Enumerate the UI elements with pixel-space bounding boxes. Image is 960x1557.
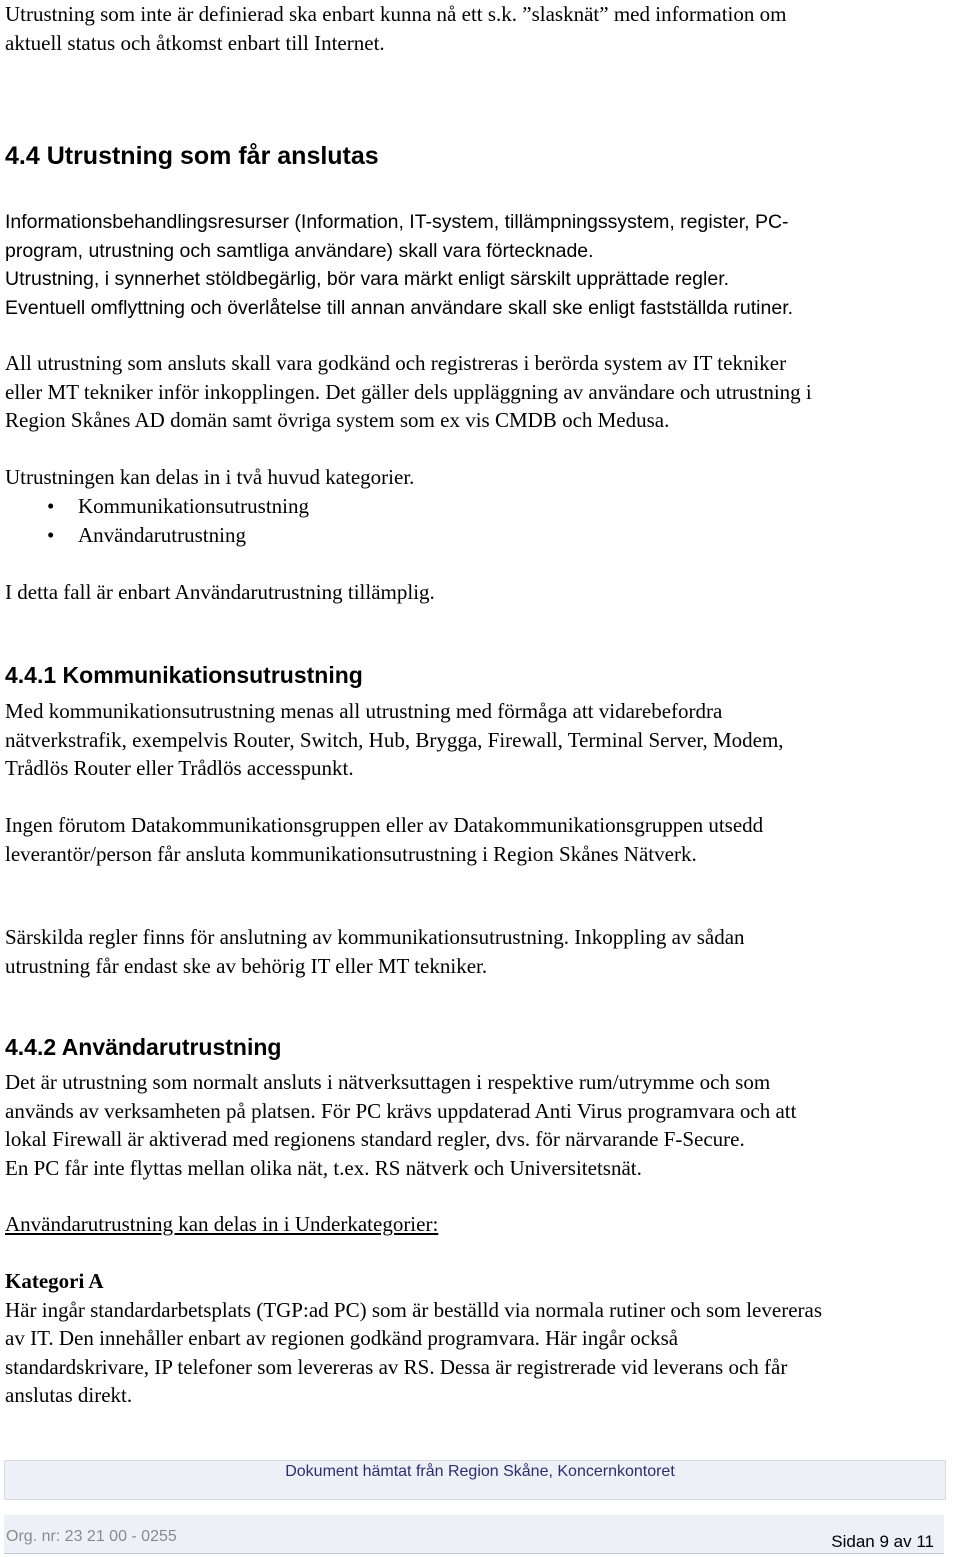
category-a-block (5, 1267, 822, 1410)
categories-block (5, 463, 414, 551)
text-line: Utrustning, i synnerhet stöldbegärlig, bör vara märkt enligt särskilt upprättade regler. (5, 268, 730, 290)
intro-paragraph (5, 0, 786, 57)
text-line: eller MT tekniker inför inkopplingen. Det gäller dels uppläggning av användare och utrustning i (5, 379, 812, 404)
category-list (5, 492, 414, 551)
text-line: Trådlös Router eller Trådlös accesspunkt. (5, 756, 354, 780)
applicability-note (5, 578, 435, 607)
section-4-4-1-paragraph-1 (5, 697, 784, 783)
text-line: Användarutrustning kan delas in i Underkategorier: (5, 1212, 439, 1236)
text-line: lokal Firewall är aktiverad med regionens standard regler, dvs. för närvarande F-Secure. (5, 1127, 745, 1151)
text-line: leverantör/person får ansluta kommunikationsutrustning i Region Skånes Nätverk. (5, 841, 697, 866)
subcategories-intro (5, 1210, 438, 1239)
text-line: utrustning får endast ske av behörig IT eller MT tekniker. (5, 953, 488, 978)
text-line: I detta fall är enbart Användarutrustning tillämplig. (5, 580, 435, 604)
section-4-4-paragraph-1 (5, 208, 793, 322)
text-line: Region Skånes AD domän samt övriga system som ex vis CMDB och Medusa. (5, 408, 670, 432)
section-heading-4-4-1: 4.4.1 Kommunikationsutrustning (5, 662, 363, 688)
text-line: Informationsbehandlingsresurser (Information, IT-system, tillämpningssystem, register, PC- (5, 211, 789, 233)
section-4-4-1-paragraph-2 (5, 811, 763, 868)
text-line: används av verksamheten på platsen. För PC krävs uppdaterad Anti Virus programvara och att (5, 1098, 797, 1123)
category-label: Kommunikationsutrustning (78, 493, 309, 518)
text-line: nätverkstrafik, exempelvis Router, Switch, Hub, Brygga, Firewall, Terminal Server, Modem, (5, 727, 784, 752)
section-4-4-paragraph-2 (5, 349, 812, 435)
text-line: aktuell status och åtkomst enbart till Internet. (5, 30, 385, 55)
page-number: Sidan 9 av 11 (831, 1532, 934, 1551)
text-line: Utrustning som inte är definierad ska enbart kunna nå ett s.k. ”slasknät” med information om (5, 2, 787, 26)
list-item (5, 492, 414, 522)
text-line: anslutas direkt. (5, 1383, 133, 1407)
section-4-4-2-paragraph-1 (5, 1068, 796, 1182)
text-line: standardskrivare, IP telefoner som levereras av RS. Dessa är registrerade vid leverans och får (5, 1354, 788, 1379)
section-4-4-1-paragraph-3 (5, 923, 745, 980)
text-line: Det är utrustning som normalt ansluts i nätverksuttagen i respektive rum/utrymme och som (5, 1070, 771, 1094)
text-line: Ingen förutom Datakommunikationsgruppen eller av Datakommunikationsgruppen utsedd (5, 813, 764, 837)
categories-intro: Utrustningen kan delas in i två huvud kategorier. (5, 465, 415, 489)
footer-divider (4, 1553, 944, 1554)
text-line: All utrustning som ansluts skall vara godkänd och registreras i berörda system av IT tekniker (5, 351, 787, 375)
bullet-icon: • (47, 523, 55, 547)
category-a-title: Kategori A (5, 1269, 104, 1293)
text-line: av IT. Den innehåller enbart av regionen godkänd programvara. Här ingår också (5, 1326, 679, 1350)
text-line: Eventuell omflyttning och överlåtelse till annan användare skall ske enligt fastställda rutiner. (5, 296, 794, 319)
section-heading-4-4-2: 4.4.2 Användarutrustning (5, 1034, 282, 1060)
text-line: program, utrustning och samtliga användare) skall vara förtecknade. (5, 239, 594, 262)
text-line: En PC får inte flyttas mellan olika nät, t.ex. RS nätverk och Universitetsnät. (5, 1155, 642, 1180)
text-line: Här ingår standardarbetsplats (TGP:ad PC) som är beställd via normala rutiner och som levereras (5, 1297, 823, 1322)
list-item (5, 521, 414, 551)
org-number: Org. nr: 23 21 00 - 0255 (6, 1528, 177, 1545)
footer-source-text: Dokument hämtat från Region Skåne, Koncernkontoret (285, 1463, 675, 1480)
text-line: Särskilda regler finns för anslutning av kommunikationsutrustning. Inkoppling av sådan (5, 925, 745, 949)
section-heading-4-4: 4.4 Utrustning som får anslutas (5, 142, 379, 170)
text-line: Med kommunikationsutrustning menas all utrustning med förmåga att vidarebefordra (5, 699, 723, 723)
category-label: Användarutrustning (78, 523, 246, 547)
bullet-icon: • (47, 493, 55, 518)
